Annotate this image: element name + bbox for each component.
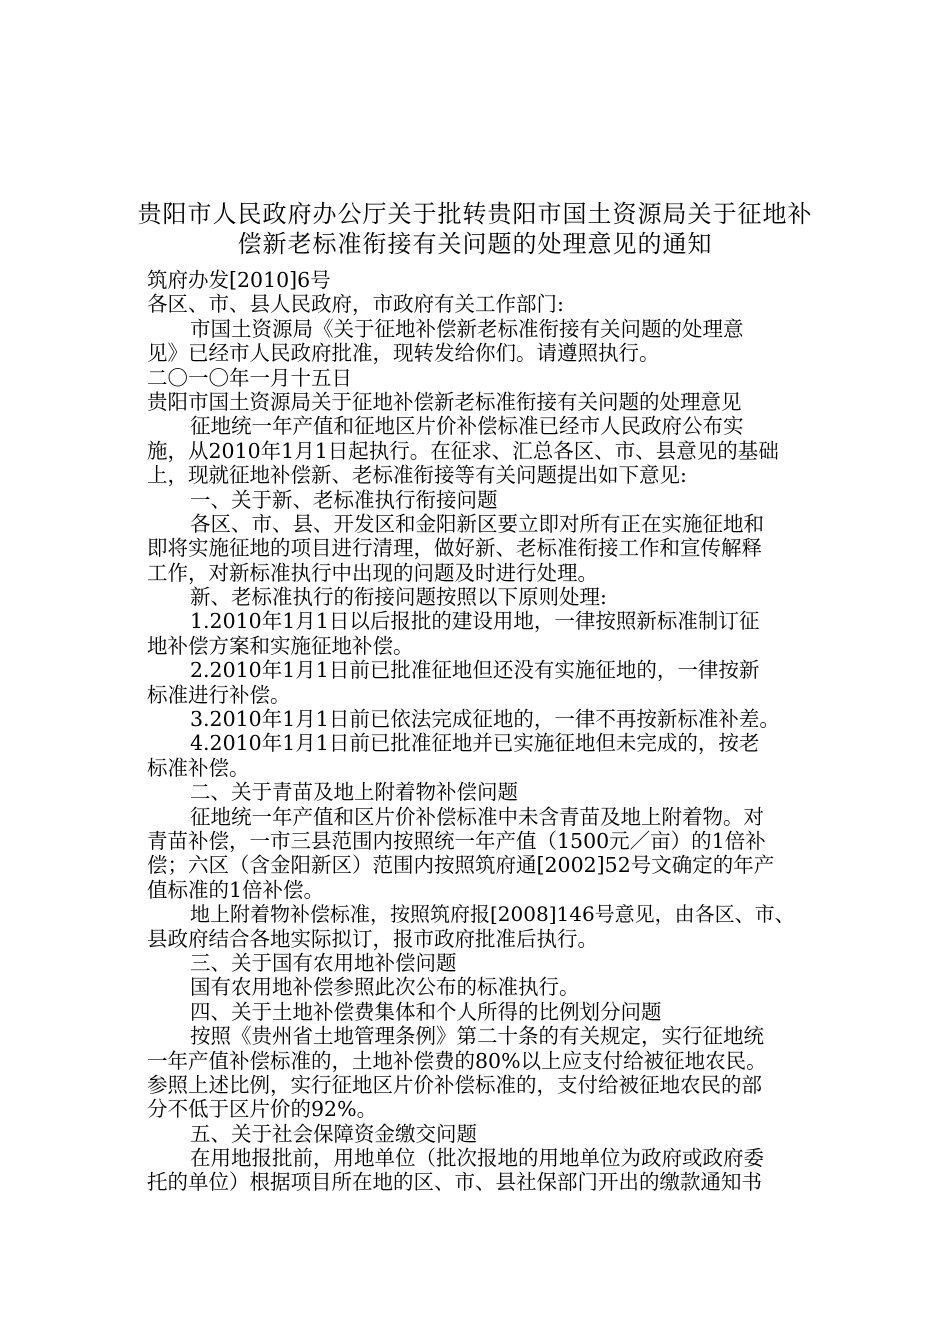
- body-line: 国有农用地补偿参照此次公布的标准执行。: [190, 975, 580, 1000]
- document-title-line-1: 贵阳市人民政府办公厅关于批转贵阳市国土资源局关于征地补: [137, 200, 813, 228]
- body-line: 一年产值补偿标准的，土地补偿费的80%以上应支付给被征地农民。: [147, 1048, 767, 1073]
- document-title-line-2: 偿新老标准衔接有关问题的处理意见的通知: [237, 230, 713, 258]
- list-item-continued: 标准进行补偿。: [147, 682, 291, 707]
- body-line: 参照上述比例，实行征地区片价补偿标准的，支付给被征地农民的部: [147, 1072, 762, 1097]
- body-line: 施，从2010年1月1日起执行。在征求、汇总各区、市、县意见的基础: [147, 438, 779, 463]
- list-item: 4.2010年1月1日前已批准征地并已实施征地但未完成的，按老: [190, 731, 760, 756]
- section-heading: 三、关于国有农用地补偿问题: [190, 950, 457, 975]
- date-line: 二〇一〇年一月十五日: [147, 365, 352, 390]
- section-heading: 一、关于新、老标准执行衔接问题: [190, 487, 498, 512]
- body-line: 偿；六区（含金阳新区）范围内按照筑府通[2002]52号文确定的年产: [147, 853, 775, 878]
- body-line: 各区、市、县、开发区和金阳新区要立即对所有正在实施征地和: [190, 511, 764, 536]
- document-number: 筑府办发[2010]6号: [147, 268, 331, 292]
- body-line: 见》已经市人民政府批准，现转发给你们。请遵照执行。: [147, 341, 660, 366]
- body-line: 上，现就征地补偿新、老标准衔接等有关问题提出如下意见:: [147, 463, 687, 488]
- list-item: 1.2010年1月1日以后报批的建设用地，一律按照新标准制订征: [190, 609, 760, 634]
- body-line: 托的单位）根据项目所在地的区、市、县社保部门开出的缴款通知书: [147, 1170, 762, 1195]
- body-line: 县政府结合各地实际拟订，报市政府批准后执行。: [147, 926, 598, 951]
- body-line: 即将实施征地的项目进行清理，做好新、老标准衔接工作和宣传解释: [147, 536, 762, 561]
- section-heading: 四、关于土地补偿费集体和个人所得的比例划分问题: [190, 999, 662, 1024]
- section-heading: 二、关于青苗及地上附着物补偿问题: [190, 780, 518, 805]
- document-body: [147, 268, 807, 1195]
- list-item: 2.2010年1月1日前已批准征地但还没有实施征地的，一律按新: [190, 658, 760, 683]
- body-line: 工作，对新标准执行中出现的问题及时进行处理。: [147, 560, 598, 585]
- body-line: 在用地报批前，用地单位（批次报地的用地单位为政府或政府委: [190, 1146, 764, 1171]
- recipients-line: 各区、市、县人民政府，市政府有关工作部门:: [147, 292, 564, 317]
- list-item-continued: 标准补偿。: [147, 755, 250, 780]
- list-item: 3.2010年1月1日前已依法完成征地的，一律不再按新标准补差。: [190, 707, 780, 732]
- attachment-title: 贵阳市国土资源局关于征地补偿新老标准衔接有关问题的处理意见: [147, 389, 742, 414]
- body-line: 新、老标准执行的衔接问题按照以下原则处理:: [190, 585, 607, 610]
- body-line: 市国土资源局《关于征地补偿新老标准衔接有关问题的处理意: [190, 316, 744, 341]
- section-heading: 五、关于社会保障资金缴交问题: [190, 1121, 477, 1146]
- list-item-continued: 地补偿方案和实施征地补偿。: [147, 633, 414, 658]
- body-line: 值标准的1倍补偿。: [147, 877, 325, 902]
- body-line: 青苗补偿，一市三县范围内按照统一年产值（1500元／亩）的1倍补: [147, 828, 766, 853]
- body-line: 地上附着物补偿标准，按照筑府报[2008]146号意见，由各区、市、: [190, 902, 795, 927]
- body-line: 征地统一年产值和征地区片价补偿标准已经市人民政府公布实: [190, 414, 744, 439]
- body-line: 征地统一年产值和区片价补偿标准中未含青苗及地上附着物。对: [190, 804, 764, 829]
- body-line: 分不低于区片价的92%。: [147, 1097, 378, 1122]
- body-line: 按照《贵州省土地管理条例》第二十条的有关规定，实行征地统: [190, 1024, 764, 1049]
